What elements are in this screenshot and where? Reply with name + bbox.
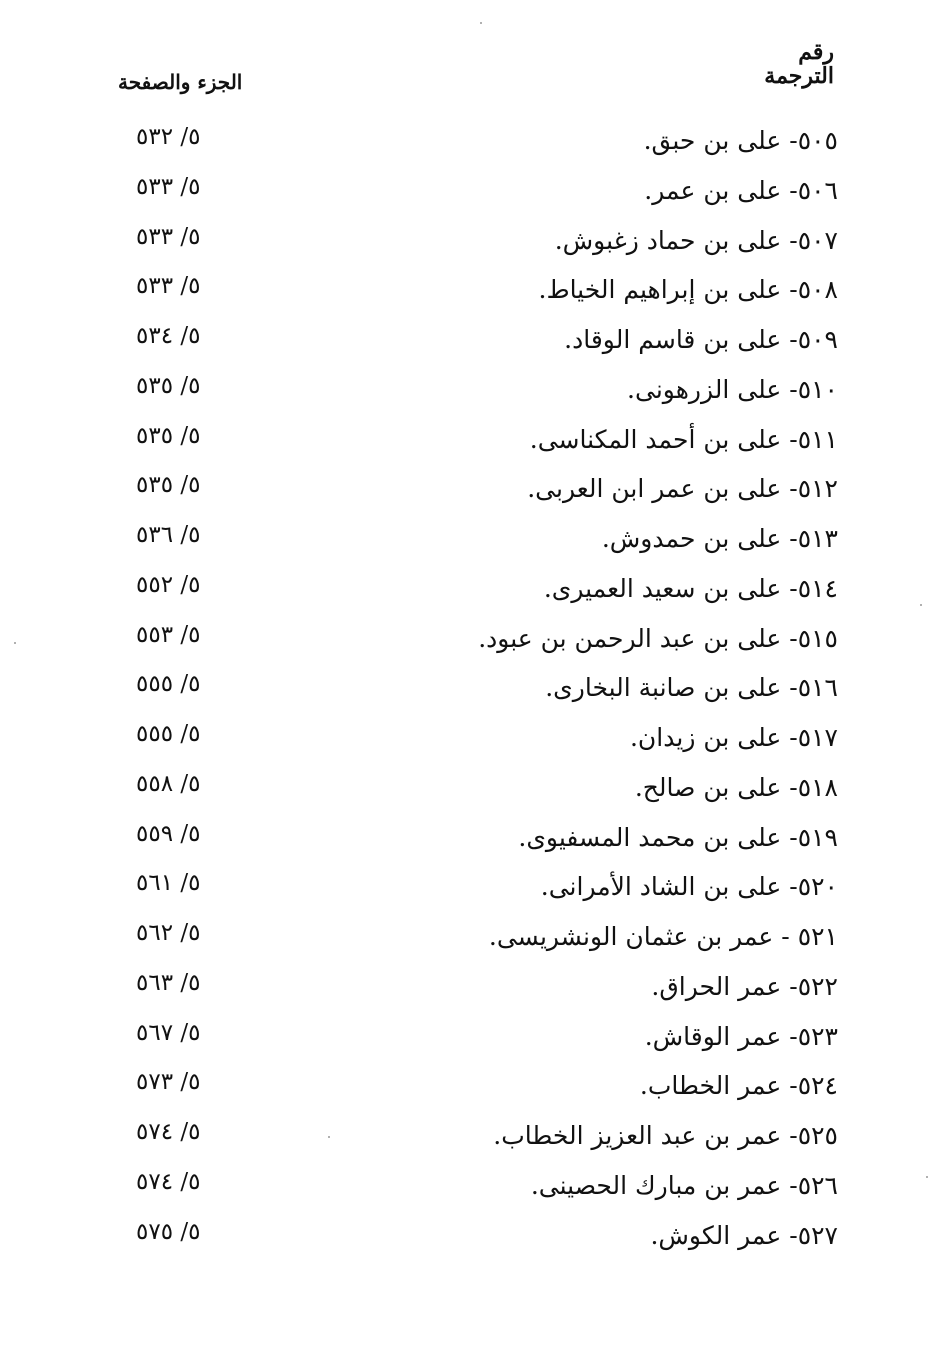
volume-page-ref: ٥/ ٥٣٥: [136, 372, 201, 399]
volume-page-ref: ٥/ ٥٧٤: [136, 1168, 201, 1195]
index-row: [0, 815, 938, 865]
volume-page-ref: ٥/ ٥٧٥: [136, 1218, 201, 1245]
index-row: [0, 1213, 938, 1263]
index-row: [0, 417, 938, 467]
entry-name: ٥٠٨- على بن إبراهيم الخياط.: [538, 275, 838, 305]
entry-name: ٥٢٤- عمر الخطاب.: [639, 1071, 838, 1101]
index-row: [0, 218, 938, 268]
volume-page-ref: ٥/ ٥٣٥: [136, 472, 201, 499]
entry-name: ٥١١- على بن أحمد المكناسى.: [529, 424, 838, 454]
volume-page-ref: ٥/ ٥٥٥: [136, 671, 201, 698]
entry-name: ٥١٥- على بن عبد الرحمن بن عبود.: [478, 623, 838, 653]
entry-number-header-line1: رقم: [798, 39, 834, 65]
volume-page-ref: ٥/ ٥٣٤: [136, 323, 201, 349]
entry-name: ٥١٦- على بن صانبة البخارى.: [545, 673, 838, 703]
index-row: [0, 1014, 938, 1064]
index-row: [0, 118, 938, 168]
entry-name: ٥٠٦- على بن عمر.: [644, 175, 838, 205]
index-row: [0, 1113, 938, 1163]
entry-name: ٥٢٢- عمر الحراق.: [651, 971, 838, 1001]
entry-number-header: [764, 40, 834, 88]
index-row: [0, 665, 938, 715]
entry-name: ٥٠٩- على بن قاسم الوقاد.: [564, 325, 838, 354]
scan-speck: [14, 642, 16, 644]
entry-name: ٥١٧- على بن زيدان.: [629, 723, 838, 752]
index-row: [0, 566, 938, 616]
entry-name: ٥٢٦- عمر بن مبارك الحصينى.: [530, 1170, 838, 1200]
index-row: [0, 317, 938, 367]
index-row: [0, 765, 938, 815]
index-row: [0, 715, 938, 765]
index-row: [0, 466, 938, 516]
volume-page-ref: ٥/ ٥٥٩: [136, 820, 201, 847]
entry-name: ٥٢٧- عمر الكوش.: [650, 1220, 838, 1250]
volume-page-ref: ٥/ ٥٦١: [136, 870, 201, 897]
volume-page-ref: ٥/ ٥٧٤: [136, 1119, 201, 1145]
index-row: [0, 864, 938, 914]
volume-page-ref: ٥/ ٥٥٣: [136, 621, 201, 648]
volume-page-ref: ٥/ ٥٣٣: [136, 173, 201, 200]
entry-number-header-line2: الترجمة: [764, 63, 834, 89]
scan-speck: [480, 22, 482, 24]
volume-page-header: الجزء والصفحة: [118, 70, 243, 94]
index-row: [0, 964, 938, 1014]
index-row: [0, 616, 938, 666]
volume-page-ref: ٥/ ٥٥٥: [136, 721, 201, 747]
scan-speck: [920, 604, 922, 606]
volume-page-ref: ٥/ ٥٧٣: [136, 1069, 201, 1096]
volume-page-ref: ٥/ ٥٦٧: [136, 1019, 201, 1046]
index-row: [0, 914, 938, 964]
scan-speck: [328, 1136, 330, 1138]
volume-page-ref: ٥/ ٥٣٦: [136, 522, 201, 548]
entry-name: ٥٢١ - عمر بن عثمان الونشريسى.: [488, 922, 838, 951]
entry-name: ٥٠٥- على بن حبق.: [643, 126, 838, 155]
index-table: [0, 118, 938, 1262]
index-row: [0, 367, 938, 417]
entry-name: ٥١٨- على بن صالح.: [634, 772, 838, 802]
entry-name: ٥٢٣- عمر الوقاش.: [644, 1021, 838, 1051]
entry-name: ٥٠٧- على بن حماد زغبوش.: [554, 225, 838, 255]
entry-name: ٥١٣- على بن حمدوش.: [601, 524, 838, 553]
volume-page-ref: ٥/ ٥٦٣: [136, 969, 201, 996]
index-row: [0, 267, 938, 317]
index-row: [0, 516, 938, 566]
volume-page-ref: ٥/ ٥٣٣: [136, 223, 201, 250]
entry-name: ٥٢٥- عمر بن عبد العزيز الخطاب.: [493, 1121, 838, 1150]
index-row: [0, 1163, 938, 1213]
entry-name: ٥١٩- على بن محمد المسفيوى.: [518, 822, 838, 852]
volume-page-ref: ٥/ ٥٣٣: [136, 273, 201, 300]
index-row: [0, 1063, 938, 1113]
volume-page-ref: ٥/ ٥٦٢: [136, 920, 201, 946]
index-row: [0, 168, 938, 218]
volume-page-ref: ٥/ ٥٣٢: [136, 124, 201, 150]
entry-name: ٥١٠- على الزرهونى.: [627, 374, 838, 404]
volume-page-ref: ٥/ ٥٥٨: [136, 770, 201, 797]
scan-speck: [926, 1176, 928, 1178]
entry-name: ٥١٤- على بن سعيد العميرى.: [543, 573, 838, 603]
volume-page-ref: ٥/ ٥٥٢: [136, 571, 201, 598]
entry-name: ٥٢٠- على بن الشاد الأمرانى.: [540, 872, 838, 902]
volume-page-ref: ٥/ ٥٣٥: [136, 422, 201, 449]
entry-name: ٥١٢- على بن عمر ابن العربى.: [527, 474, 838, 504]
